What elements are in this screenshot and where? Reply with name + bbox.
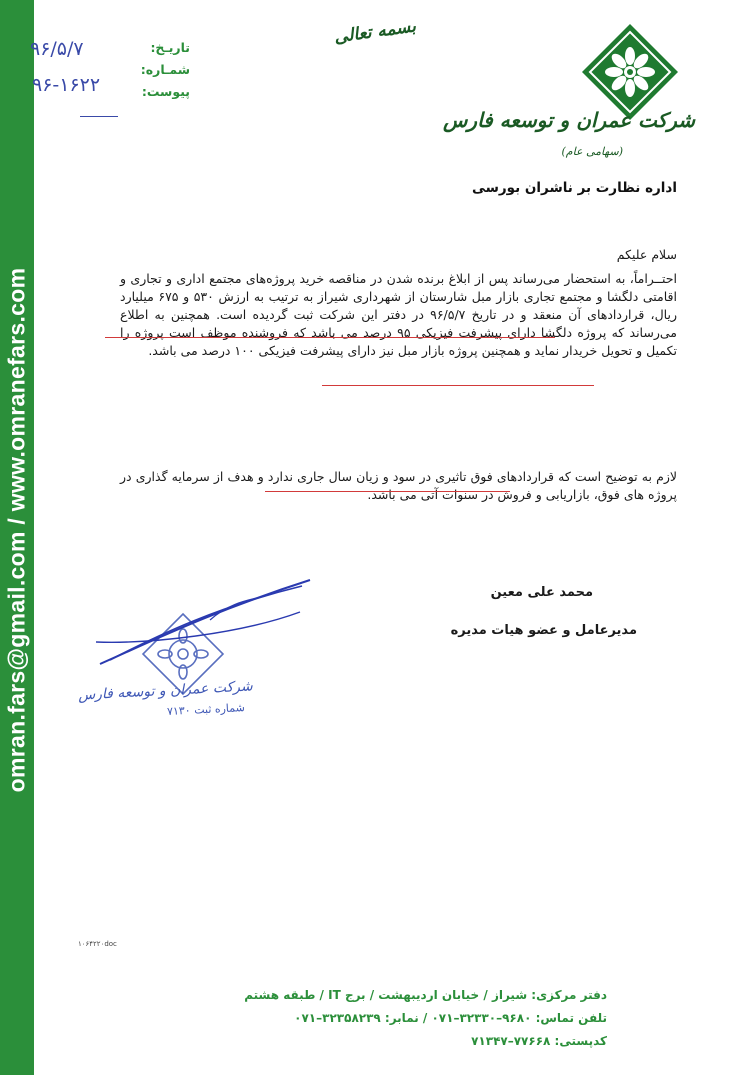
handwritten-number: ۹۶-۱۶۲۲ [32, 74, 101, 96]
recipient: اداره نظارت بر ناشران بورسی [471, 180, 677, 196]
attachment-dash [80, 116, 118, 117]
attachment-label: پیوست: [141, 84, 190, 99]
date-label: تاریـخ: [150, 40, 190, 55]
stamp-company-name: شرکت عمران و توسعه فارس [77, 678, 254, 704]
footer-address: دفتر مرکزی: شیراز / خیابان اردیبهشت / برج IT / طبقه هشتم [244, 988, 607, 1002]
letter-paragraph-1: احتــراماً، به استحضار می‌رساند پس از ابلاغ برنده شدن در مناقصه خرید پروژه‌های مجتمع اداری و تجاری و اقامتی دلگشا و مجتمع تجاری بازار مبل شارستان از شهرداری شیراز به ترتیب به ارزش ۵۳۰ و ۶۷۵ میلیارد ریال، قراردادهای آن منعقد و در تاریخ ۹۶/۵/۷ در دفتر این شرکت ثبت گردیده است. همچنین به اطلاع می‌رساند که پروژه دلگشا دارای پیشرفت فیزیکی ۹۵ درصد می باشد که فروشنده موظف است پروژه را تکمیل و تحویل خریدار نماید و همچنین پروژه بازار مبل نیز دارای پیشرفت فیزیکی ۱۰۰ درصد می باشد. [120, 271, 678, 358]
sidebar-contact-text: omran.fars@gmail.com / www.omranefars.com [3, 267, 30, 793]
highlight-underline [105, 337, 555, 338]
letter-paragraph-2: لازم به توضیح است که قراردادهای فوق تاثیری در سود و زیان سال جاری ندارد و هدف از سرمایه گذاری در پروژه های فوق، بازاریابی و فروش در سنوات آتی می باشد. [120, 469, 677, 502]
signatory-title: مدیرعامل و عضو هیات مدیره [450, 623, 637, 638]
company-name: شرکت عمران و توسعه فارس [443, 108, 695, 132]
stamp-registration: شماره ثبت ۷۱۳۰ [166, 700, 246, 719]
basmala: بسمه تعالی [332, 16, 418, 48]
company-logo-icon [580, 22, 680, 122]
handwritten-signature [90, 572, 320, 672]
footer-phones: تلفن تماس: ۹۶۸۰–۳۲۳۳۰–۰۷۱ / نمابر: ۳۲۳۵۸۲۳۹–۰۷۱ [294, 1011, 607, 1025]
number-label: شمـاره: [140, 62, 190, 77]
highlight-underline [265, 491, 510, 492]
footer-postal: کدپستی: ۷۷۶۶۸–۷۱۳۴۷ [471, 1034, 607, 1048]
letter-meta [100, 40, 190, 106]
highlight-underline [322, 385, 594, 386]
company-type: (سهامی عام) [561, 145, 623, 158]
handwritten-date: ۹۶/۵/۷ [30, 38, 84, 60]
signatory-name: محمد علی معین [490, 585, 593, 600]
green-sidebar [0, 0, 34, 1075]
document-code: ۱۰۶۴۲۲۰doc [78, 940, 117, 948]
greeting: سلام علیکم [616, 247, 677, 262]
